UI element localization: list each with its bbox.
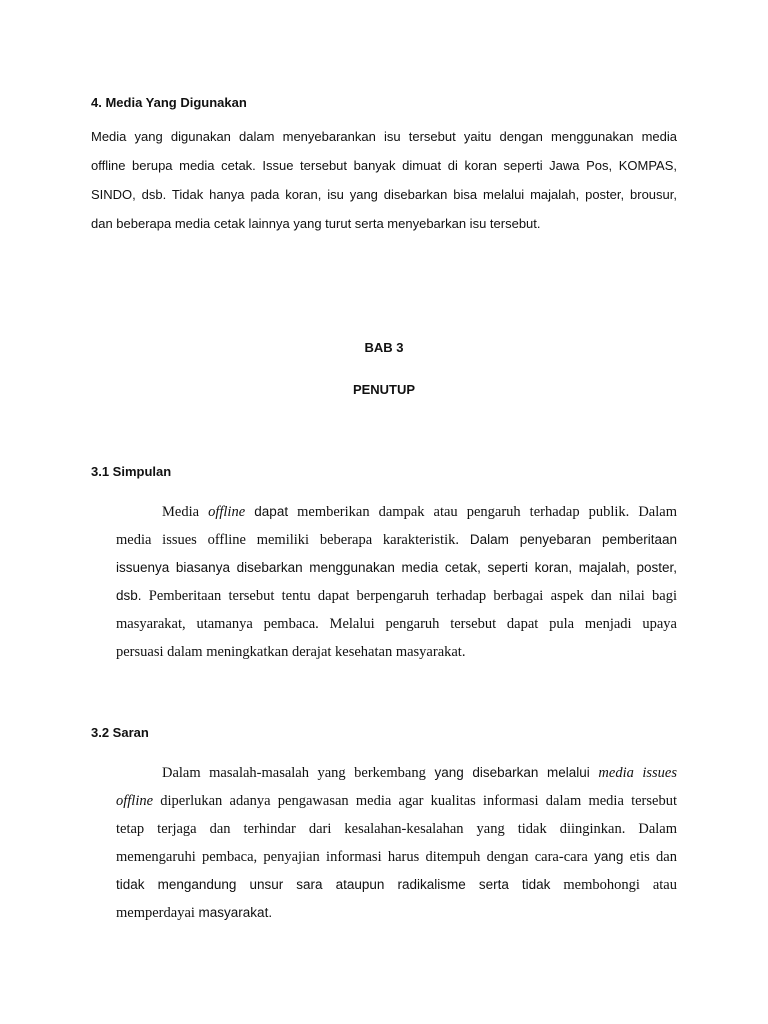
simpulan-heading: 3.1 Simpulan [91,464,172,479]
paragraph-line: masyarakat, utamanya pembaca. Melalui pengaruh tersebut dapat pula menjadi upaya [116,616,677,632]
simpulan-paragraph [116,498,677,666]
paragraph-line [116,582,677,610]
paragraph-line [116,498,677,526]
text-run: tidak mengandung unsur sara ataupun radikalisme serta tidak [116,877,551,892]
paragraph-line [116,526,677,554]
paragraph-line [116,843,677,871]
paragraph-line: Media yang digunakan dalam menyebarankan isu tersebut yaitu dengan menggunakan media [91,129,677,144]
text-run: Pemberitaan tersebut tentu dapat berpengaruh terhadap berbagai aspek dan nilai bagi [141,588,677,604]
paragraph-line: SINDO, dsb. Tidak hanya pada koran, isu yang disebarkan bisa melalui majalah, poster, brousur, [91,187,677,202]
section-4-paragraph [91,122,677,238]
text-run: etis dan [623,849,677,865]
text-run: masyarakat. [198,905,273,920]
text-run: membohongi atau [550,877,677,893]
paragraph-line: issuenya biasanya disebarkan menggunakan media cetak, seperti koran, majalah, poster, [116,560,677,575]
paragraph-line: dan beberapa media cetak lainnya yang turut serta menyebarkan isu tersebut. [91,216,541,231]
text-run: memberikan dampak atau pengaruh terhadap publik. Dalam [288,504,677,520]
chapter-title: PENUTUP [352,382,416,397]
text-run: diperlukan adanya pengawasan media agar kualitas informasi dalam media tersebut [153,793,677,809]
paragraph-line: tetap terjaga dan terhindar dari kesalahan-kesalahan yang tidak diinginkan. Dalam [116,821,677,837]
paragraph-line [116,899,677,927]
text-run: dapat [245,504,289,519]
paragraph-line [116,759,677,787]
text-run: memengaruhi pembaca, penyajian informasi harus ditempuh dengan cara-cara [116,849,595,865]
paragraph-line: offline berupa media cetak. Issue tersebut banyak dimuat di koran seperti Jawa Pos, KOMPAS, [91,158,677,173]
text-run: memperdayai [116,905,199,921]
italic-term: offline [208,504,246,520]
text-run: yang [594,849,624,864]
text-run: Dalam penyebaran pemberitaan [459,532,677,547]
paragraph-line [116,787,677,815]
chapter-number: BAB 3 [364,340,404,355]
text-run: yang disebarkan melalui [425,765,599,780]
paragraph-line [116,871,677,899]
text-run: dsb. [116,588,142,603]
text-run: Media [162,504,209,520]
text-run: Dalam masalah-masalah yang berkembang [162,765,426,781]
saran-paragraph [116,759,677,927]
italic-term: media issues [598,765,677,781]
section-4-heading: 4. Media Yang Digunakan [91,95,247,110]
paragraph-line: persuasi dalam meningkatkan derajat kesehatan masyarakat. [116,644,466,660]
italic-term: offline [116,793,154,809]
saran-heading: 3.2 Saran [91,725,149,740]
text-run: media issues offline memiliki beberapa karakteristik. [116,532,459,548]
